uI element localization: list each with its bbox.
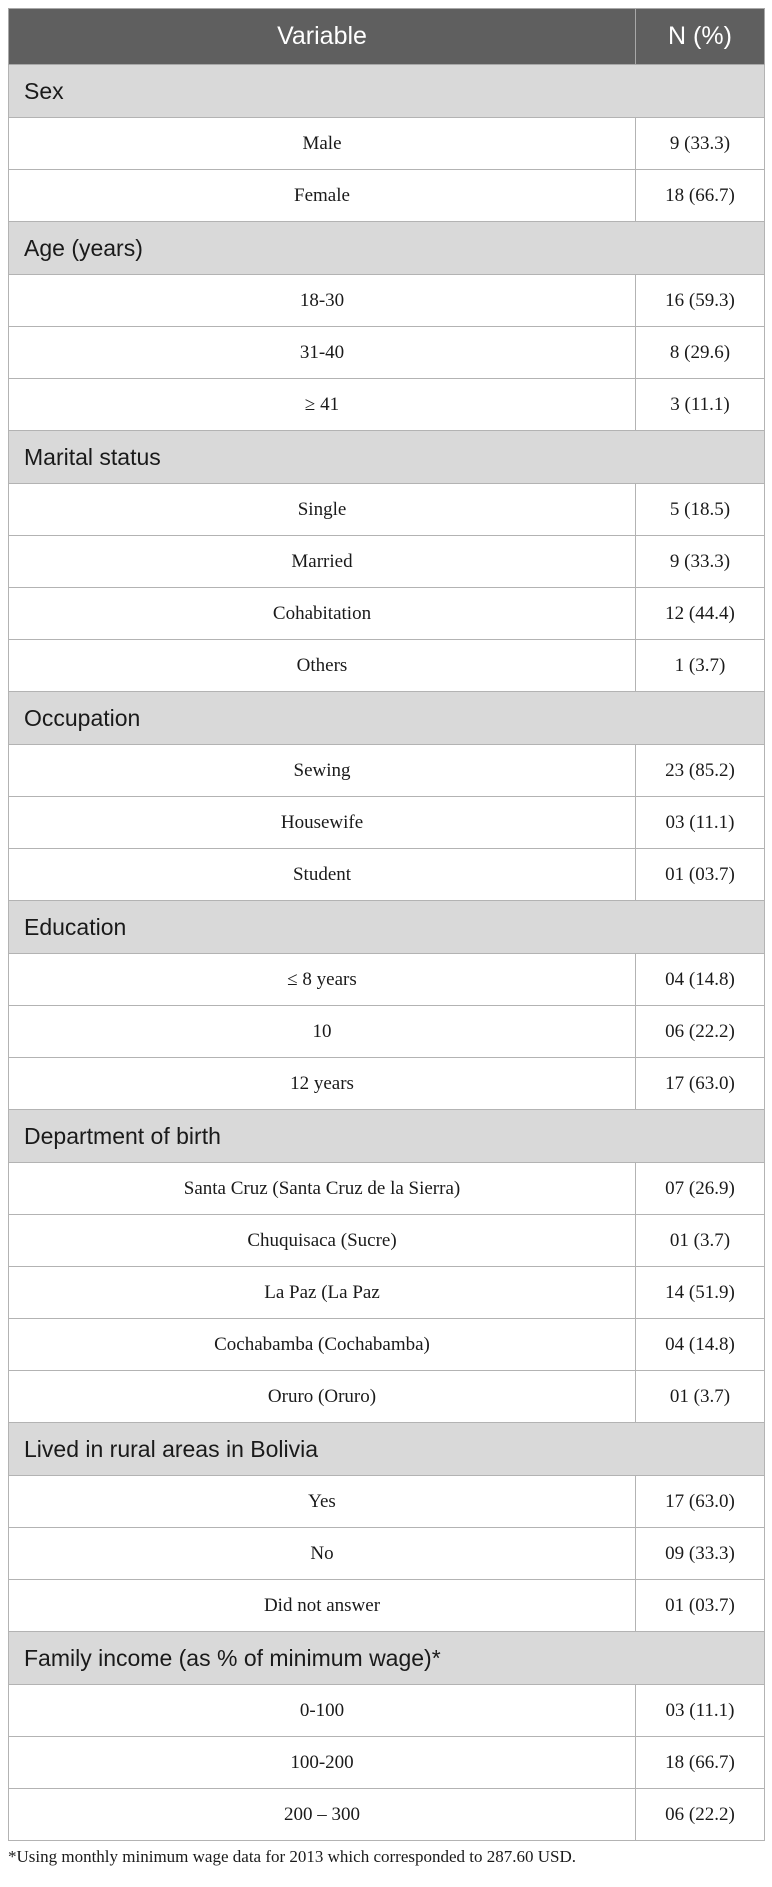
value-cell: 14 (51.9)	[636, 1267, 765, 1319]
variable-cell: Cohabitation	[9, 588, 636, 640]
table-container	[8, 8, 764, 1867]
header-row	[9, 9, 765, 65]
value-cell: 16 (59.3)	[636, 275, 765, 327]
section-row	[9, 692, 765, 745]
value-cell: 01 (03.7)	[636, 849, 765, 901]
section-row	[9, 431, 765, 484]
section-title: Occupation	[9, 692, 765, 745]
table-row	[9, 170, 765, 222]
header-variable: Variable	[9, 9, 636, 65]
section-row	[9, 65, 765, 118]
variable-cell: Oruro (Oruro)	[9, 1371, 636, 1423]
value-cell: 09 (33.3)	[636, 1528, 765, 1580]
value-cell: 23 (85.2)	[636, 745, 765, 797]
table-row	[9, 1737, 765, 1789]
section-title: Sex	[9, 65, 765, 118]
value-cell: 12 (44.4)	[636, 588, 765, 640]
variable-cell: 12 years	[9, 1058, 636, 1110]
value-cell: 06 (22.2)	[636, 1006, 765, 1058]
table-row	[9, 640, 765, 692]
section-title: Marital status	[9, 431, 765, 484]
section-row	[9, 1423, 765, 1476]
value-cell: 17 (63.0)	[636, 1058, 765, 1110]
variable-cell: Others	[9, 640, 636, 692]
value-cell: 1 (3.7)	[636, 640, 765, 692]
section-title: Education	[9, 901, 765, 954]
variable-cell: 31-40	[9, 327, 636, 379]
table-row	[9, 588, 765, 640]
variable-cell: Female	[9, 170, 636, 222]
table-row	[9, 484, 765, 536]
table-row	[9, 327, 765, 379]
value-cell: 5 (18.5)	[636, 484, 765, 536]
header-n-percent: N (%)	[636, 9, 765, 65]
table-row	[9, 1528, 765, 1580]
table-row	[9, 1476, 765, 1528]
variable-cell: Housewife	[9, 797, 636, 849]
table-row	[9, 954, 765, 1006]
table-row	[9, 1685, 765, 1737]
section-title: Family income (as % of minimum wage)*	[9, 1632, 765, 1685]
variable-cell: No	[9, 1528, 636, 1580]
variable-cell: Sewing	[9, 745, 636, 797]
table-row	[9, 849, 765, 901]
section-title: Age (years)	[9, 222, 765, 275]
table-row	[9, 745, 765, 797]
variable-cell: Santa Cruz (Santa Cruz de la Sierra)	[9, 1163, 636, 1215]
table-row	[9, 1006, 765, 1058]
variable-cell: Yes	[9, 1476, 636, 1528]
table-row	[9, 1789, 765, 1841]
demographics-table	[8, 8, 765, 1841]
variable-cell: Did not answer	[9, 1580, 636, 1632]
value-cell: 01 (3.7)	[636, 1371, 765, 1423]
table-row	[9, 1163, 765, 1215]
variable-cell: Male	[9, 118, 636, 170]
value-cell: 01 (03.7)	[636, 1580, 765, 1632]
table-row	[9, 536, 765, 588]
section-row	[9, 1632, 765, 1685]
table-row	[9, 1319, 765, 1371]
variable-cell: Single	[9, 484, 636, 536]
value-cell: 9 (33.3)	[636, 536, 765, 588]
section-row	[9, 901, 765, 954]
variable-cell: 10	[9, 1006, 636, 1058]
table-row	[9, 1215, 765, 1267]
value-cell: 03 (11.1)	[636, 1685, 765, 1737]
section-title: Department of birth	[9, 1110, 765, 1163]
value-cell: 8 (29.6)	[636, 327, 765, 379]
value-cell: 18 (66.7)	[636, 170, 765, 222]
table-row	[9, 275, 765, 327]
table-row	[9, 118, 765, 170]
section-title: Lived in rural areas in Bolivia	[9, 1423, 765, 1476]
footnote: *Using monthly minimum wage data for 2013 which corresponded to 287.60 USD.	[8, 1847, 577, 1866]
value-cell: 07 (26.9)	[636, 1163, 765, 1215]
variable-cell: Student	[9, 849, 636, 901]
table-body	[9, 65, 765, 1841]
value-cell: 3 (11.1)	[636, 379, 765, 431]
variable-cell: 0-100	[9, 1685, 636, 1737]
table-row	[9, 1267, 765, 1319]
section-row	[9, 222, 765, 275]
variable-cell: Chuquisaca (Sucre)	[9, 1215, 636, 1267]
table-row	[9, 1058, 765, 1110]
value-cell: 17 (63.0)	[636, 1476, 765, 1528]
table-row	[9, 797, 765, 849]
variable-cell: 200 – 300	[9, 1789, 636, 1841]
variable-cell: 18-30	[9, 275, 636, 327]
table-row	[9, 379, 765, 431]
table-row	[9, 1580, 765, 1632]
section-row	[9, 1110, 765, 1163]
variable-cell: 100-200	[9, 1737, 636, 1789]
variable-cell: ≥ 41	[9, 379, 636, 431]
variable-cell: Cochabamba (Cochabamba)	[9, 1319, 636, 1371]
variable-cell: ≤ 8 years	[9, 954, 636, 1006]
value-cell: 18 (66.7)	[636, 1737, 765, 1789]
value-cell: 03 (11.1)	[636, 797, 765, 849]
variable-cell: Married	[9, 536, 636, 588]
variable-cell: La Paz (La Paz	[9, 1267, 636, 1319]
value-cell: 06 (22.2)	[636, 1789, 765, 1841]
table-row	[9, 1371, 765, 1423]
value-cell: 04 (14.8)	[636, 954, 765, 1006]
value-cell: 9 (33.3)	[636, 118, 765, 170]
value-cell: 01 (3.7)	[636, 1215, 765, 1267]
value-cell: 04 (14.8)	[636, 1319, 765, 1371]
